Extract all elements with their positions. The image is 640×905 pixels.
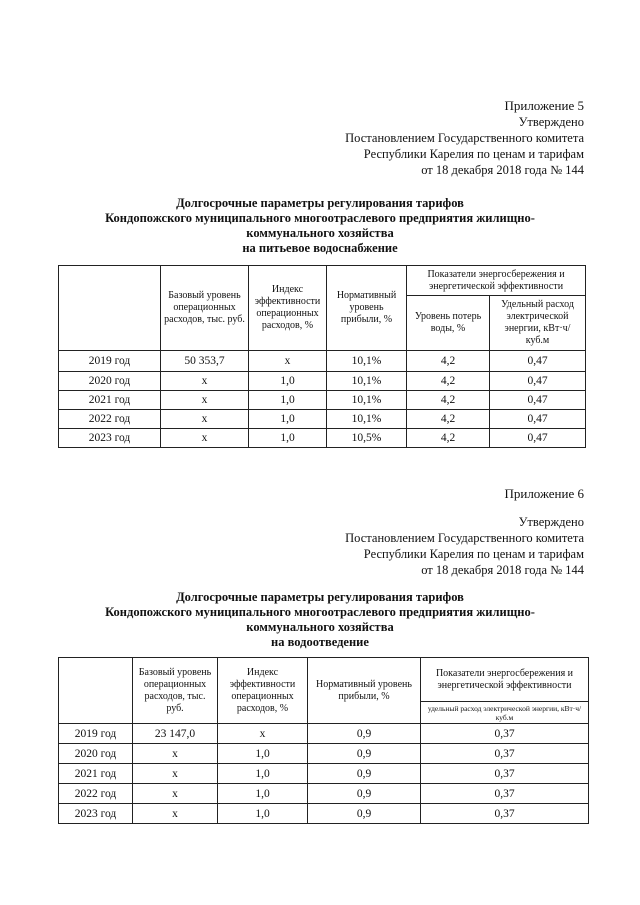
base-cost-cell: х (133, 784, 218, 804)
title-line: Долгосрочные параметры регулирования тарифов (176, 590, 464, 604)
header-water-loss: Уровень потерь воды, % (407, 296, 490, 351)
header-energy-group: Показатели энергосбережения и энергетической эффективности (407, 266, 586, 296)
profit-cell: 10,1% (327, 410, 407, 429)
year-cell: 2022 год (59, 784, 133, 804)
table-row (59, 429, 586, 448)
title-line: коммунального хозяйства (246, 226, 394, 240)
index-cell: 1,0 (249, 429, 327, 448)
index-cell: х (249, 351, 327, 372)
approval-line: Постановлением Государственного комитета (345, 131, 584, 145)
approval-line: Утверждено (518, 515, 584, 529)
header-base-cost: Базовый уровень операционных расходов, тыс. руб. (133, 658, 218, 724)
energy-cell: 0,37 (421, 784, 589, 804)
tariff-table-wastewater (58, 657, 589, 824)
document-title (70, 590, 570, 650)
title-line: коммунального хозяйства (246, 620, 394, 634)
approval-block (345, 514, 584, 578)
water-loss-cell: 4,2 (407, 429, 490, 448)
header-specific-energy: удельный расход электрической энергии, кВт·ч/куб.м (421, 702, 589, 724)
water-loss-cell: 4,2 (407, 372, 490, 391)
header-specific-energy: Удельный расход электрической энергии, кВт·ч/куб.м (490, 296, 586, 351)
title-line: на питьевое водоснабжение (242, 241, 398, 255)
table-row (59, 391, 586, 410)
year-cell: 2020 год (59, 372, 161, 391)
base-cost-cell: х (133, 804, 218, 824)
energy-cell: 0,37 (421, 744, 589, 764)
approval-block (345, 114, 584, 178)
approval-line: Утверждено (518, 115, 584, 129)
profit-cell: 0,9 (308, 724, 421, 744)
title-line: Кондопожского муниципального многоотраслевого предприятия жилищно- (105, 211, 535, 225)
year-cell: 2022 год (59, 410, 161, 429)
title-line: Кондопожского муниципального многоотраслевого предприятия жилищно- (105, 605, 535, 619)
index-cell: 1,0 (218, 804, 308, 824)
index-cell: 1,0 (218, 784, 308, 804)
header-energy-group: Показатели энергосбережения и энергетической эффективности (421, 658, 589, 702)
index-cell: х (218, 724, 308, 744)
year-cell: 2023 год (59, 804, 133, 824)
water-loss-cell: 4,2 (407, 410, 490, 429)
energy-cell: 0,47 (490, 429, 586, 448)
year-cell: 2021 год (59, 391, 161, 410)
base-cost-cell: х (161, 391, 249, 410)
index-cell: 1,0 (249, 410, 327, 429)
approval-line: Республики Карелия по ценам и тарифам (363, 547, 584, 561)
table-row (59, 764, 589, 784)
base-cost-cell: 50 353,7 (161, 351, 249, 372)
year-cell: 2019 год (59, 724, 133, 744)
appendix-label: Приложение 5 (504, 98, 584, 113)
base-cost-cell: х (161, 410, 249, 429)
table-row (59, 784, 589, 804)
header-efficiency-index: Индекс эффективности операционных расходов, % (249, 266, 327, 351)
appendix-label: Приложение 6 (504, 486, 584, 501)
table-row (59, 804, 589, 824)
header-profit-level: Нормативный уровень прибыли, % (327, 266, 407, 351)
title-line: Долгосрочные параметры регулирования тарифов (176, 196, 464, 210)
index-cell: 1,0 (218, 744, 308, 764)
year-cell: 2019 год (59, 351, 161, 372)
profit-cell: 10,1% (327, 351, 407, 372)
year-cell: 2021 год (59, 764, 133, 784)
approval-line: от 18 декабря 2018 года № 144 (421, 563, 584, 577)
water-loss-cell: 4,2 (407, 351, 490, 372)
table-row (59, 351, 586, 372)
approval-line: Постановлением Государственного комитета (345, 531, 584, 545)
water-loss-cell: 4,2 (407, 391, 490, 410)
tariff-table-water-supply (58, 265, 586, 448)
document-title (70, 196, 570, 256)
table-row (59, 744, 589, 764)
year-cell: 2020 год (59, 744, 133, 764)
profit-cell: 10,1% (327, 391, 407, 410)
approval-line: Республики Карелия по ценам и тарифам (363, 147, 584, 161)
profit-cell: 0,9 (308, 804, 421, 824)
energy-cell: 0,37 (421, 724, 589, 744)
approval-line: от 18 декабря 2018 года № 144 (421, 163, 584, 177)
energy-cell: 0,47 (490, 372, 586, 391)
table-row (59, 724, 589, 744)
base-cost-cell: х (133, 744, 218, 764)
header-year (59, 658, 133, 724)
table-row (59, 372, 586, 391)
energy-cell: 0,47 (490, 410, 586, 429)
energy-cell: 0,37 (421, 764, 589, 784)
profit-cell: 0,9 (308, 764, 421, 784)
base-cost-cell: х (133, 764, 218, 784)
index-cell: 1,0 (249, 391, 327, 410)
header-base-cost: Базовый уровень операционных расходов, тыс. руб. (161, 266, 249, 351)
index-cell: 1,0 (218, 764, 308, 784)
year-cell: 2023 год (59, 429, 161, 448)
base-cost-cell: 23 147,0 (133, 724, 218, 744)
title-line: на водоотведение (271, 635, 369, 649)
base-cost-cell: х (161, 372, 249, 391)
profit-cell: 0,9 (308, 744, 421, 764)
energy-cell: 0,47 (490, 391, 586, 410)
index-cell: 1,0 (249, 372, 327, 391)
profit-cell: 10,5% (327, 429, 407, 448)
energy-cell: 0,47 (490, 351, 586, 372)
table-row (59, 410, 586, 429)
energy-cell: 0,37 (421, 804, 589, 824)
header-efficiency-index: Индекс эффективности операционных расходов, % (218, 658, 308, 724)
profit-cell: 0,9 (308, 784, 421, 804)
header-profit-level: Нормативный уровень прибыли, % (308, 658, 421, 724)
header-year (59, 266, 161, 351)
profit-cell: 10,1% (327, 372, 407, 391)
base-cost-cell: х (161, 429, 249, 448)
